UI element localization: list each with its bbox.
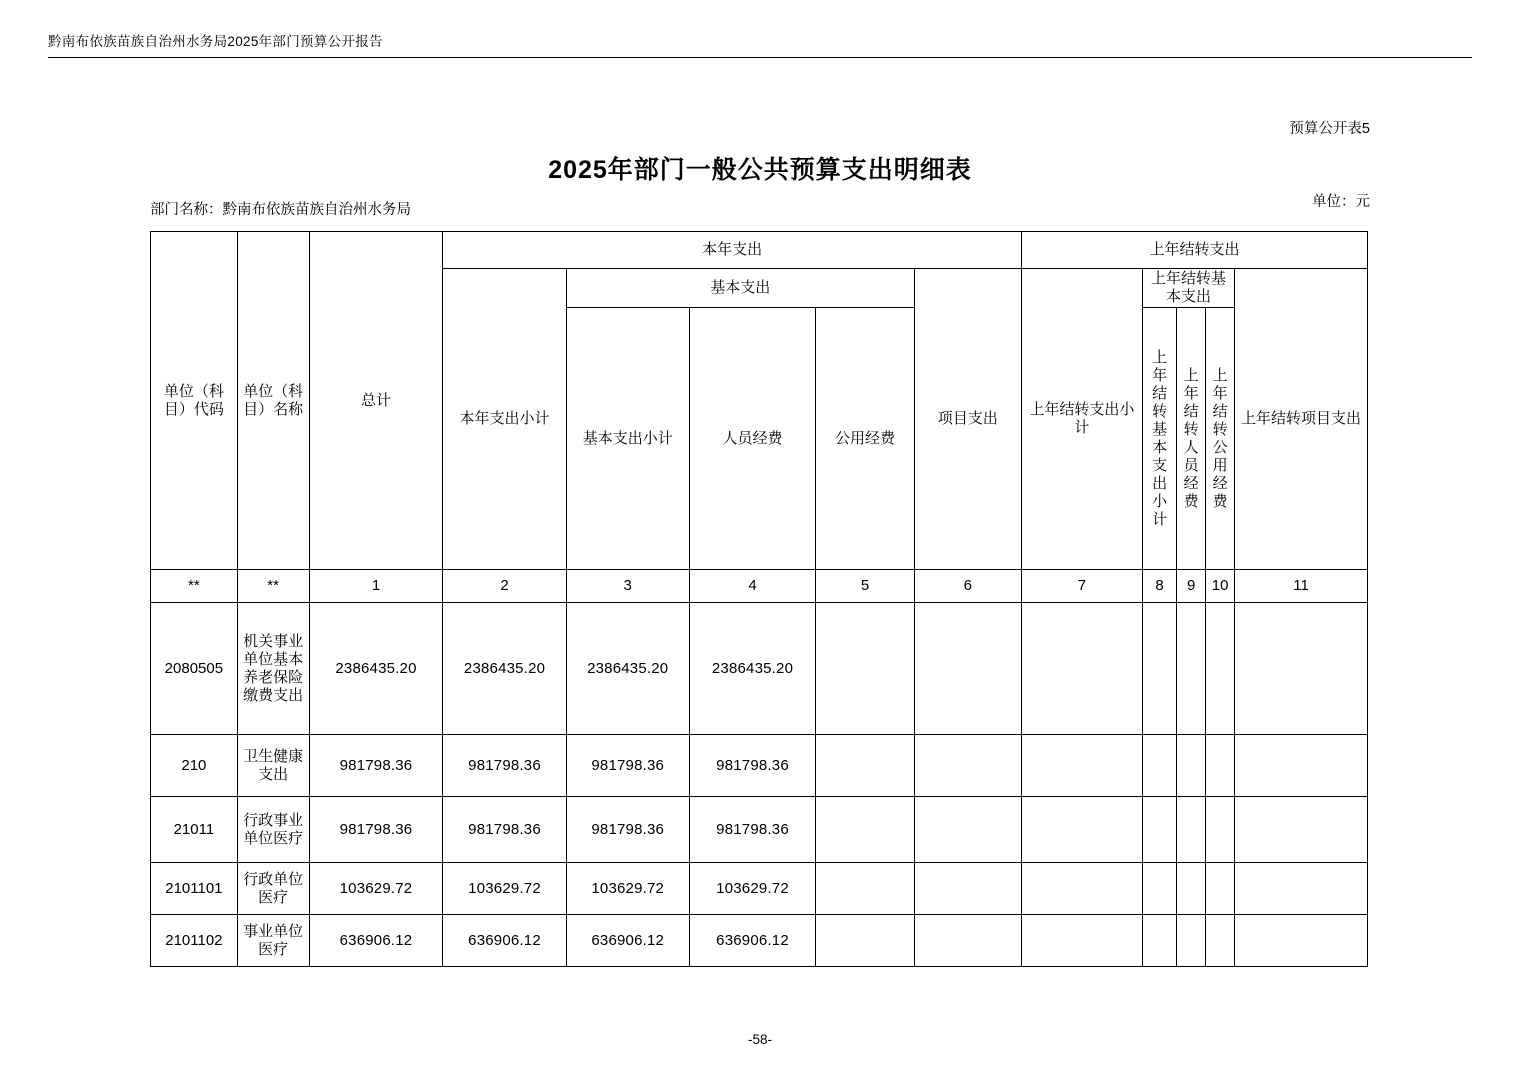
group-header-basic-expenditure: 基本支出 <box>566 269 914 308</box>
cell-code: 210 <box>151 735 238 797</box>
cell-carry-public <box>1206 797 1235 863</box>
cell-total: 636906.12 <box>309 915 443 967</box>
cell-personnel: 981798.36 <box>689 735 815 797</box>
running-header: 黔南布依族苗族自治州水务局2025年部门预算公开报告 <box>48 30 1472 58</box>
number-cell-11: 10 <box>1206 570 1235 603</box>
col-header-total: 总计 <box>309 232 443 570</box>
cell-public <box>816 863 915 915</box>
cell-carry-personnel <box>1177 915 1206 967</box>
cell-basic-subtotal: 981798.36 <box>566 735 689 797</box>
cell-name: 行政事业单位医疗 <box>237 797 309 863</box>
cell-carry-basic <box>1142 863 1176 915</box>
budget-detail-table <box>150 231 1368 967</box>
cell-current-subtotal: 981798.36 <box>443 797 566 863</box>
cell-current-subtotal: 636906.12 <box>443 915 566 967</box>
cell-personnel: 636906.12 <box>689 915 815 967</box>
table-row <box>151 735 1368 797</box>
cell-carry-public <box>1206 603 1235 735</box>
cell-personnel: 2386435.20 <box>689 603 815 735</box>
cell-current-subtotal: 103629.72 <box>443 863 566 915</box>
number-cell-5: 4 <box>689 570 815 603</box>
currency-unit-label: 单位：元 <box>1312 194 1370 210</box>
col-header-unit-name: 单位（科目）名称 <box>237 232 309 570</box>
table-row <box>151 863 1368 915</box>
cell-carry-basic <box>1142 603 1176 735</box>
cell-public <box>816 603 915 735</box>
col-header-unit-code: 单位（科目）代码 <box>151 232 238 570</box>
cell-public <box>816 797 915 863</box>
group-header-current-year: 本年支出 <box>443 232 1021 269</box>
cell-carry-project <box>1235 735 1368 797</box>
number-cell-4: 3 <box>566 570 689 603</box>
col-header-carry-project: 上年结转项目支出 <box>1235 269 1368 570</box>
number-cell-7: 6 <box>914 570 1021 603</box>
cell-public <box>816 915 915 967</box>
table-row <box>151 915 1368 967</box>
cell-current-subtotal: 981798.36 <box>443 735 566 797</box>
cell-carry-public <box>1206 863 1235 915</box>
cell-basic-subtotal: 2386435.20 <box>566 603 689 735</box>
number-cell-2: 1 <box>309 570 443 603</box>
department-name-label: 部门名称：黔南布依族苗族自治州水务局 <box>150 202 411 218</box>
cell-carry-basic <box>1142 735 1176 797</box>
col-header-carry-basic-subtotal: 上年结转基本支出小计 <box>1142 308 1176 570</box>
cell-name: 事业单位医疗 <box>237 915 309 967</box>
cell-carry-public <box>1206 735 1235 797</box>
table-row <box>151 797 1368 863</box>
cell-name: 机关事业单位基本养老保险缴费支出 <box>237 603 309 735</box>
cell-basic-subtotal: 103629.72 <box>566 863 689 915</box>
table-header-row-1 <box>151 232 1368 269</box>
cell-basic-subtotal: 636906.12 <box>566 915 689 967</box>
number-cell-0: ** <box>151 570 238 603</box>
col-header-basic-subtotal: 基本支出小计 <box>566 308 689 570</box>
number-cell-8: 7 <box>1021 570 1142 603</box>
cell-carry-project <box>1235 915 1368 967</box>
number-cell-9: 8 <box>1142 570 1176 603</box>
cell-carry-basic <box>1142 915 1176 967</box>
col-header-carry-public: 上年结转公用经费 <box>1206 308 1235 570</box>
cell-project <box>914 915 1021 967</box>
cell-personnel: 103629.72 <box>689 863 815 915</box>
cell-carry-public <box>1206 915 1235 967</box>
form-number-label: 预算公开表5 <box>1289 121 1370 137</box>
col-header-carry-subtotal: 上年结转支出小计 <box>1021 269 1142 570</box>
cell-total: 2386435.20 <box>309 603 443 735</box>
cell-carry-project <box>1235 797 1368 863</box>
cell-carry-basic <box>1142 797 1176 863</box>
number-cell-10: 9 <box>1177 570 1206 603</box>
group-header-carryover-basic: 上年结转基本支出 <box>1142 269 1234 308</box>
cell-project <box>914 797 1021 863</box>
col-header-carry-personnel: 上年结转人员经费 <box>1177 308 1206 570</box>
cell-carry-personnel <box>1177 603 1206 735</box>
number-cell-1: ** <box>237 570 309 603</box>
cell-project <box>914 863 1021 915</box>
cell-total: 981798.36 <box>309 735 443 797</box>
col-header-public-expense: 公用经费 <box>816 308 915 570</box>
page-title: 2025年部门一般公共预算支出明细表 <box>548 156 972 184</box>
number-cell-6: 5 <box>816 570 915 603</box>
table-number-row <box>151 570 1368 603</box>
cell-public <box>816 735 915 797</box>
table-row <box>151 603 1368 735</box>
cell-code: 21011 <box>151 797 238 863</box>
cell-project <box>914 735 1021 797</box>
cell-total: 981798.36 <box>309 797 443 863</box>
cell-carry-personnel <box>1177 863 1206 915</box>
cell-carry-subtotal <box>1021 915 1142 967</box>
col-header-personnel-expense: 人员经费 <box>689 308 815 570</box>
cell-basic-subtotal: 981798.36 <box>566 797 689 863</box>
cell-carry-subtotal <box>1021 863 1142 915</box>
cell-code: 2080505 <box>151 603 238 735</box>
group-header-carryover: 上年结转支出 <box>1021 232 1367 269</box>
number-cell-3: 2 <box>443 570 566 603</box>
col-header-current-subtotal: 本年支出小计 <box>443 269 566 570</box>
cell-personnel: 981798.36 <box>689 797 815 863</box>
cell-carry-project <box>1235 603 1368 735</box>
cell-carry-personnel <box>1177 735 1206 797</box>
cell-carry-project <box>1235 863 1368 915</box>
cell-code: 2101101 <box>151 863 238 915</box>
cell-code: 2101102 <box>151 915 238 967</box>
cell-carry-subtotal <box>1021 603 1142 735</box>
cell-carry-personnel <box>1177 797 1206 863</box>
number-cell-12: 11 <box>1235 570 1368 603</box>
cell-total: 103629.72 <box>309 863 443 915</box>
cell-carry-subtotal <box>1021 735 1142 797</box>
col-header-project-expenditure: 项目支出 <box>914 269 1021 570</box>
cell-project <box>914 603 1021 735</box>
cell-name: 行政单位医疗 <box>237 863 309 915</box>
cell-carry-subtotal <box>1021 797 1142 863</box>
page-number: -58- <box>747 1032 772 1047</box>
budget-table-wrapper <box>150 231 1368 967</box>
cell-name: 卫生健康支出 <box>237 735 309 797</box>
cell-current-subtotal: 2386435.20 <box>443 603 566 735</box>
